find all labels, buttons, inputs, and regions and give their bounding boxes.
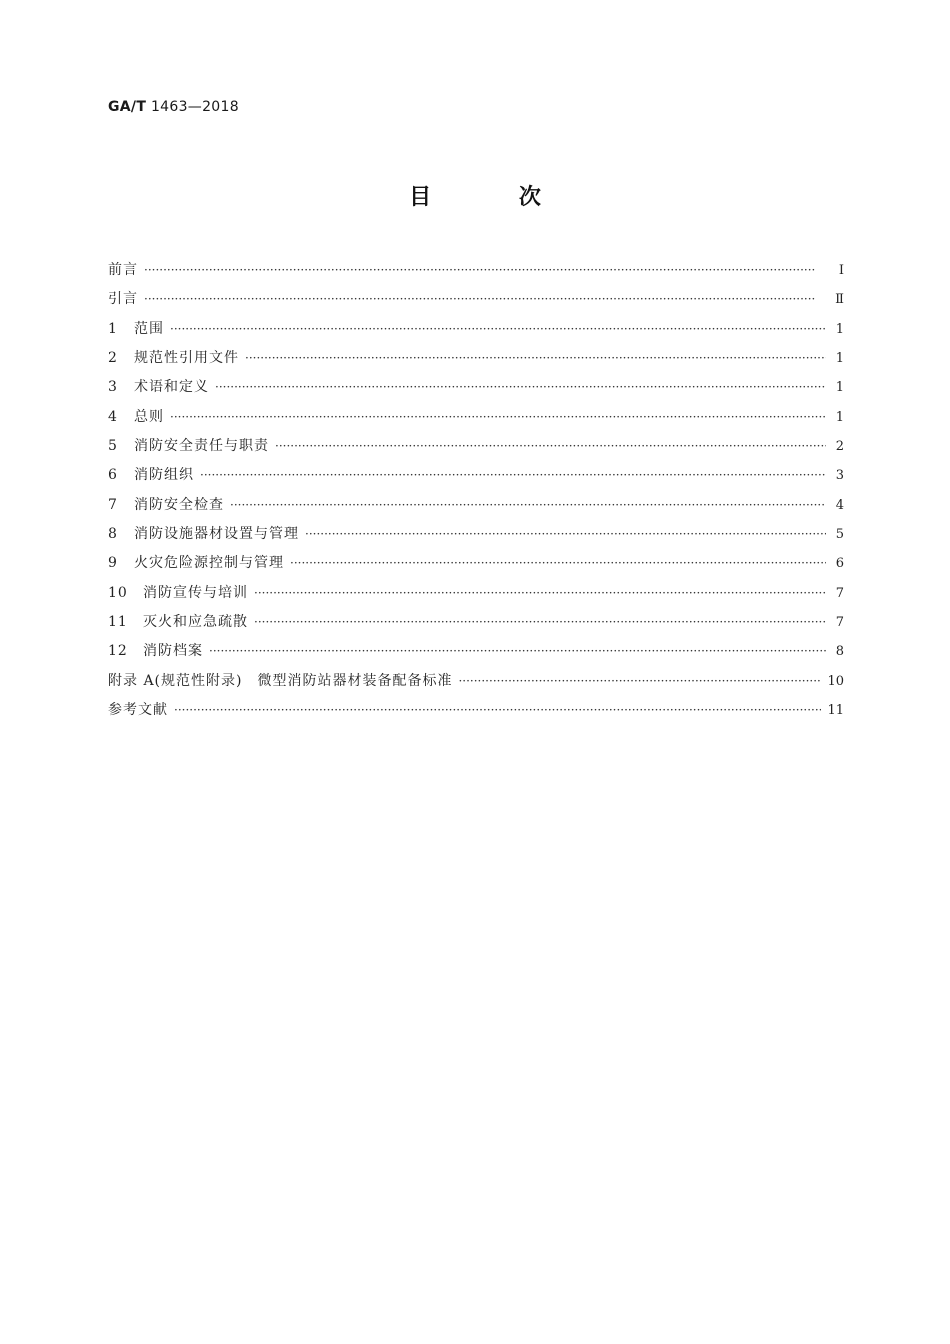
toc-leader-dots [200,468,826,482]
toc-section-number: 3 [108,379,118,396]
toc-leader-dots [290,556,826,570]
toc-entry-title: 引言 [108,291,138,308]
toc-page-number: 8 [835,644,844,660]
toc-entry-terms[interactable] [108,376,844,405]
toc-section-number: 11 [108,614,128,631]
toc-entry-equipment[interactable] [108,523,844,552]
toc-page-number: Ⅱ [835,292,844,308]
toc-entry-foreword[interactable] [108,259,844,288]
standard-code: GA/T [108,99,147,115]
toc-page-number: 3 [835,468,844,484]
toc-entry-general[interactable] [108,406,844,435]
toc-section-number: 9 [108,555,118,572]
toc-entry-appendix-a[interactable] [108,670,844,699]
toc-entry-archives[interactable] [108,640,844,669]
toc-page-number: 1 [835,321,844,337]
table-of-contents [108,259,844,729]
toc-entry-title: 参考文献 [108,702,168,719]
toc-leader-dots [144,292,826,306]
toc-leader-dots [170,410,826,424]
toc-page-number: 2 [835,439,844,455]
toc-section-number: 5 [108,438,118,455]
toc-leader-dots [254,586,826,600]
toc-page-number: 11 [827,703,844,719]
toc-entry-title: 总则 [134,408,164,425]
toc-entry-title: 消防安全检查 [134,496,224,513]
page-title: 目 次 [409,185,581,210]
toc-section-number: 10 [108,584,128,601]
toc-leader-dots [275,439,826,453]
toc-leader-dots [209,644,826,658]
toc-page-number: 1 [835,380,844,396]
toc-section-number: 2 [108,350,118,367]
toc-page-number: 7 [835,585,844,601]
toc-section-number: 4 [108,408,118,425]
toc-page-number: 6 [835,556,844,572]
standard-header [108,99,239,115]
toc-entry-title: 规范性引用文件 [134,350,239,367]
toc-entry-title: 前言 [108,262,138,278]
toc-entry-bibliography[interactable] [108,699,844,728]
toc-leader-dots [305,527,826,541]
toc-entry-title: 消防设施器材设置与管理 [134,526,299,543]
toc-entry-title: 灭火和应急疏散 [143,614,248,631]
toc-page-number: 1 [835,351,844,367]
toc-entry-title: 消防宣传与培训 [143,584,248,601]
toc-entry-title: 火灾危险源控制与管理 [134,555,284,572]
toc-entry-training[interactable] [108,582,844,611]
toc-page-number: 5 [835,527,844,543]
toc-entry-evacuation[interactable] [108,611,844,640]
toc-leader-dots [215,380,826,394]
toc-page-number: 10 [827,673,844,689]
toc-section-number: 1 [108,320,118,337]
toc-entry-scope[interactable] [108,318,844,347]
toc-page-number: 7 [835,615,844,631]
toc-entry-introduction[interactable] [108,288,844,317]
toc-section-number: 12 [108,643,128,660]
toc-section-number: 8 [108,526,118,543]
toc-leader-dots [245,351,826,365]
toc-entry-title: 附录 A(规范性附录) 微型消防站器材装备配备标准 [108,672,453,689]
toc-page-number: 1 [835,409,844,425]
toc-entry-title: 范围 [134,320,164,337]
toc-entry-normative-references[interactable] [108,347,844,376]
toc-entry-hazard-control[interactable] [108,552,844,581]
toc-entry-responsibilities[interactable] [108,435,844,464]
toc-entry-title: 消防组织 [134,467,194,484]
toc-entry-inspection[interactable] [108,494,844,523]
toc-leader-dots [174,703,821,717]
toc-leader-dots [144,263,826,277]
toc-leader-dots [170,322,826,336]
toc-page-number: Ⅰ [838,263,844,278]
toc-entry-title: 术语和定义 [134,379,209,396]
toc-leader-dots [254,615,826,629]
toc-section-number: 6 [108,467,118,484]
toc-entry-organization[interactable] [108,464,844,493]
toc-entry-title: 消防安全责任与职责 [134,438,269,455]
toc-entry-title: 消防档案 [143,643,203,660]
toc-leader-dots [230,498,826,512]
toc-section-number: 7 [108,496,118,513]
toc-leader-dots [458,674,821,688]
toc-page-number: 4 [835,497,844,513]
standard-number: 1463—2018 [150,99,239,115]
